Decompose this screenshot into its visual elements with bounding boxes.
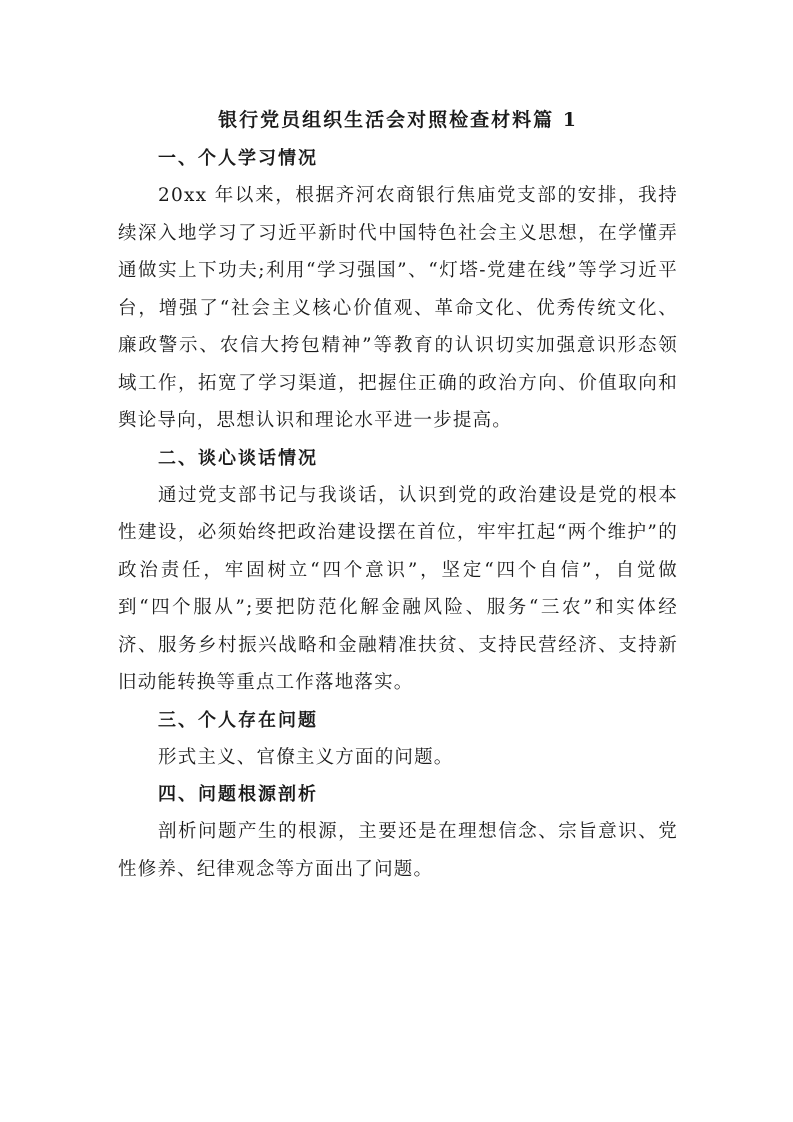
section-heart-to-heart-talk [118, 440, 678, 702]
section-paragraph: 剖析问题产生的根源，主要还是在理想信念、宗旨意识、党性修养、纪律观念等方面出了问题。 [118, 821, 678, 880]
section-paragraph: 通过党支部书记与我谈话，认识到党的政治建设是党的根本性建设，必须始终把政治建设摆在首位，牢牢扛起“两个维护”的政治责任，牢固树立“四个意识”，坚定“四个自信”，自觉做到“四个服从”;要把防范化解金融风险、服务“三农”和实体经济、服务乡村振兴战略和金融精准扶贫、支持民营经济、支持新旧动能转换等重点工作落地落实。 [118, 484, 678, 693]
section-root-cause-analysis [118, 776, 678, 888]
section-personal-problems [118, 702, 678, 777]
section-heading: 一、个人学习情况 [158, 148, 318, 169]
section-heading: 四、问题根源剖析 [158, 784, 318, 805]
document-page [118, 100, 678, 888]
section-personal-study [118, 140, 678, 440]
section-heading: 二、谈心谈话情况 [158, 447, 318, 469]
section-paragraph: 形式主义、官僚主义方面的问题。 [158, 746, 454, 768]
document-title: 银行党员组织生活会对照检查材料篇 1 [218, 109, 578, 131]
section-heading: 三、个人存在问题 [158, 709, 318, 731]
section-paragraph: 20xx 年以来，根据齐河农商银行焦庙党支部的安排，我持续深入地学习了习近平新时代中国特色社会主义思想，在学懂弄通做实上下功夫;利用“学习强国”、“灯塔-党建在线”等学习近平台，增强了“社会主义核心价值观、革命文化、优秀传统文化、廉政警示、农信大挎包精神”等教育的认识切实加强意识形态领域工作，拓宽了学习渠道，把握住正确的政治方向、价值取向和舆论导向，思想认识和理论水平进一步提高。 [118, 185, 678, 431]
